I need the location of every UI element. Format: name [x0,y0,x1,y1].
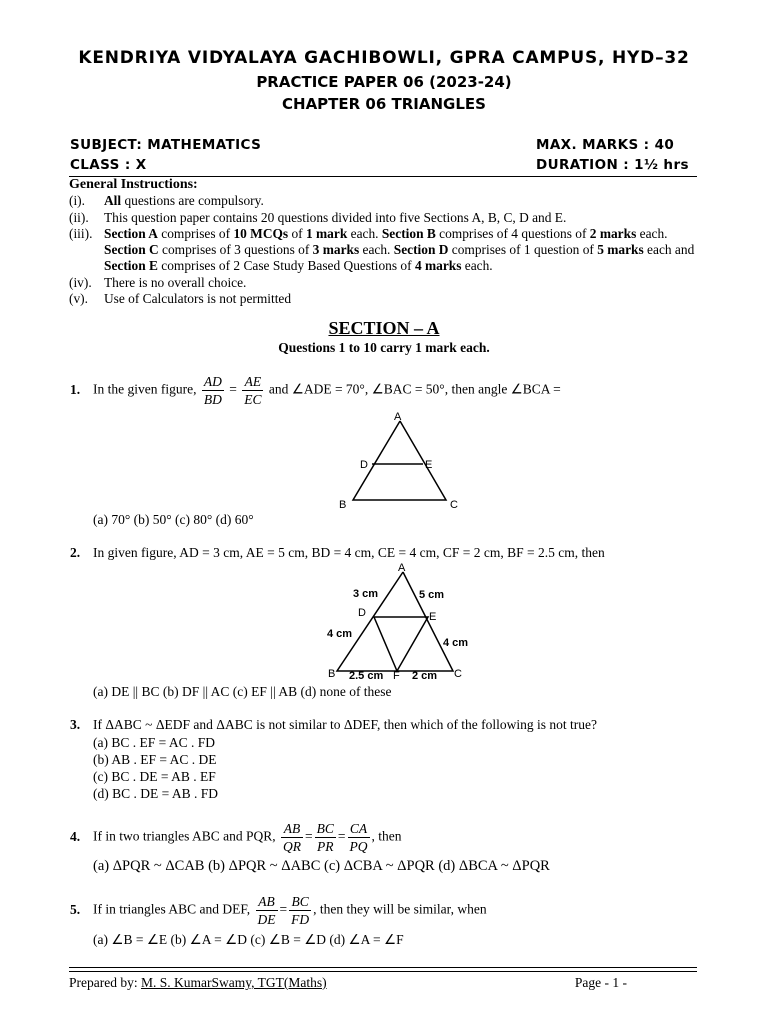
instruction-number: (v). [69,291,88,307]
class: CLASS : X [70,157,147,173]
fraction: $\frac{AB}{QR}$ [283,821,301,854]
vertex-label-d: D [360,459,368,471]
vertex-label-f: F [393,670,400,682]
fraction: $\frac{AB}{DE}$ [257,894,276,927]
fraction: $\frac{AE}{EC}$ [244,374,262,407]
question-1: 1. In the given figure, $\frac{AD}{BD}$ = $\frac{AE}{EC}$ and ∠ADE = 70°, ∠BAC = 50°, then angle ∠BCA = [70,374,561,407]
subject: SUBJECT: MATHEMATICS [70,137,262,153]
footer [69,975,699,991]
max-marks: MAX. MARKS : 40 [536,137,675,153]
fraction: $\frac{CA}{PQ}$ [349,821,368,854]
instruction-item [69,193,699,209]
instruction-bold: All [104,193,122,209]
paper-title: PRACTICE PAPER 06 (2023-24) [256,73,512,91]
vertex-label-c: C [450,499,458,511]
question-options: (a) ΔPQR ~ ΔCAB (b) ΔPQR ~ ΔABC (c) ΔCBA ~ ΔPQR (d) ΔBCA ~ ΔPQR [93,858,550,874]
question-number: 2. [70,545,81,560]
instruction-item [69,226,699,275]
fraction: $\frac{BC}{PR}$ [316,821,334,854]
section-subtitle: Questions 1 to 10 carry 1 mark each. [278,340,490,355]
fraction: $\frac{AD}{BD}$ [203,374,222,407]
instruction-item [69,291,699,307]
question-option: (a) BC . EF = AC . FD [93,735,216,750]
vertex-label-d: D [358,607,366,619]
prepared-label: Prepared by: [69,975,138,990]
general-instructions [69,177,699,307]
chapter-title: CHAPTER 06 TRIANGLES [282,95,486,113]
fraction: $\frac{BC}{FD}$ [291,894,310,927]
instruction-text: There is no overall choice. [104,274,247,290]
vertex-label-a: A [398,562,406,574]
length-label-ad: 3 cm [353,588,379,600]
question-text: and ∠ADE = 70°, ∠BAC = 50°, then angle ∠BCA = [268,381,561,397]
length-label-bf: 2.5 cm [349,670,384,682]
instruction-item [69,210,699,226]
question-text: If in triangles ABC and DEF, [93,901,251,917]
vertex-label-e: E [429,611,437,623]
instruction-number: (i). [69,193,85,209]
question-number: 1. [70,382,81,397]
instruction-text: This question paper contains 20 questions divided into five Sections A, B, C, D and E. [104,209,567,225]
question-text: , then [371,828,402,844]
vertex-label-c: C [454,668,462,680]
length-label-ce: 4 cm [443,637,469,649]
question-options: (a) ∠B = ∠E (b) ∠A = ∠D (c) ∠B = ∠D (d) ∠A = ∠F [93,932,404,947]
instruction-number: (iv). [69,274,92,290]
question-number: 3. [70,717,81,732]
question-option: (d) BC . DE = AB . FD [93,786,219,801]
instruction-number: (ii). [69,209,89,225]
length-label-ae: 5 cm [419,589,445,601]
question-option: (b) AB . EF = AC . DE [93,752,217,767]
question-text: , then they will be similar, when [313,901,487,917]
vertex-label-e: E [425,459,433,471]
triangle-figure-1 [330,408,470,512]
question-options: (a) 70° (b) 50° (c) 80° (d) 60° [93,512,254,527]
length-label-bd: 4 cm [327,628,353,640]
length-label-cf: 2 cm [412,670,438,682]
triangle-figure-2 [318,558,488,683]
question-text: In given figure, AD = 3 cm, AE = 5 cm, BD = 4 cm, CE = 4 cm, CF = 2 cm, BF = 2.5 cm, then [93,545,605,560]
instruction-text: questions are compulsory. [121,193,264,209]
question-5: 5. If in triangles ABC and DEF, $\frac{AB}{DE}$ = $\frac{BC}{FD}$ , then they will be similar, when [70,894,487,927]
question-options: (a) DE || BC (b) DF || AC (c) EF || AB (d) none of these [93,684,392,699]
instruction-text: Section A comprises of 10 MCQs of 1 mark each. Section B comprises of 4 questions of 2 marks each. Section C comprises of 3 questions of 3 marks each. Section D comprises of 1 question of 5 marks each and Section E comprises of 2 Case Study Based Questions of 4 marks each. [104,225,695,274]
author: M. S. KumarSwamy, TGT(Maths) [140,975,327,990]
page-number: Page - 1 - [574,975,627,990]
instruction-item [69,275,699,291]
question-option: (c) BC . DE = AB . EF [93,769,216,784]
question-4: 4. If in two triangles ABC and PQR, $\frac{AB}{QR}$ = $\frac{BC}{PR}$ = $\frac{CA}{PQ}$ , then [70,821,402,854]
section-title: SECTION – A [328,318,440,338]
instructions-heading: General Instructions: [69,177,198,192]
vertex-label-b: B [328,668,336,680]
question-text: If ΔABC ~ ΔEDF and ΔABC is not similar to ΔDEF, then which of the following is not true? [93,717,598,732]
vertex-label-a: A [394,411,402,423]
question-3 [0,717,768,737]
question-text: If in two triangles ABC and PQR, [93,828,276,844]
footer-divider [69,967,697,972]
question-number: 4. [70,829,81,844]
instruction-number: (iii). [69,225,93,241]
question-number: 5. [70,902,81,917]
question-text: In the given figure, [93,381,197,397]
school-name: KENDRIYA VIDYALAYA GACHIBOWLI, GPRA CAMPUS, HYD–32 [78,48,690,68]
duration: DURATION : 1½ hrs [536,157,689,173]
vertex-label-b: B [339,499,347,511]
instruction-text: Use of Calculators is not permitted [104,291,292,307]
